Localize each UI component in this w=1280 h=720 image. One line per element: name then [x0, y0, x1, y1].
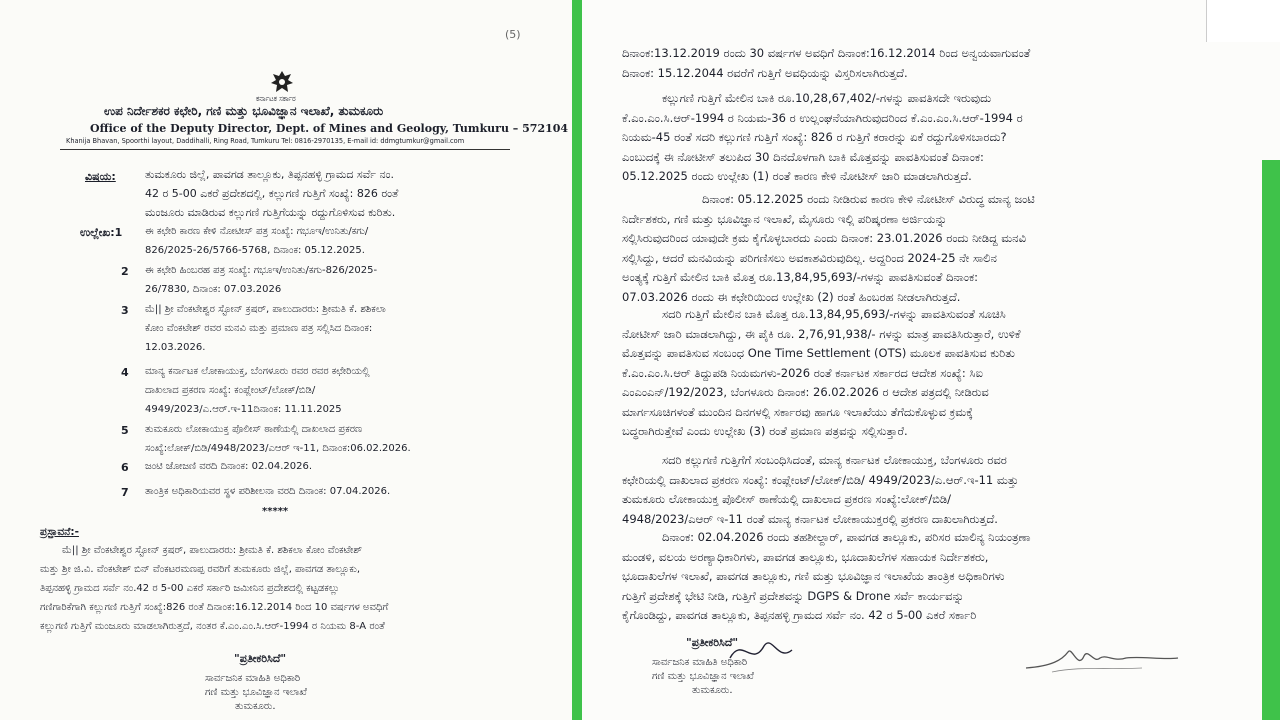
reference-line: ಮೆ|| ಶ್ರೀ ವೆಂಕಟೇಶ್ವರ ಸ್ಟೋನ್ ಕ್ರಷರ್, ಪಾಲುದಾರರು: ಶ್ರೀಮತಿ ಕೆ. ಶಶಿಕಲಾ	[145, 304, 386, 315]
subject-line: 42 ರ 5-00 ಎಕರೆ ಪ್ರದೇಶದಲ್ಲಿ, ಕಲ್ಲುಗಣಿ ಗುತ್ತಿಗೆ ಸಂಖ್ಯೆ: 826 ರಂತೆ	[145, 187, 399, 200]
paragraph-line: ಭೂದಾಖಲೆಗಳ ಇಲಾಖೆ, ಪಾವಗಡ ತಾಲ್ಲೂಕು, ಗಣಿ ಮತ್ತು ಭೂವಿಜ್ಞಾನ ಇಲಾಖೆಯ ತಾಂತ್ರಿಕ ಅಧಿಕಾರಿಗಳು	[622, 569, 1005, 583]
preamble-line: ಗಣಿಗಾರಿಕೆಗಾಗಿ ಕಲ್ಲುಗಣಿ ಗುತ್ತಿಗೆ ಸಂಖ್ಯೆ:826 ರಂತೆ ದಿನಾಂಕ:16.12.2014 ರಿಂದ 10 ವರ್ಷಗಳ ಅವಧಿಗೆ	[40, 602, 389, 613]
reference-number: 5	[121, 424, 129, 437]
preamble-line: ತಿಪ್ಪನಹಳ್ಳಿ ಗ್ರಾಮದ ಸರ್ವೆ ನಂ.42 ರ 5-00 ಎಕರೆ ಸರ್ಕಾರಿ ಜಮೀನಿನ ಪ್ರದೇಶದಲ್ಲಿ ಕಟ್ಟಡಕಲ್ಲು	[40, 583, 340, 594]
references-label: ಉಲ್ಲೇಖ:1	[80, 226, 123, 239]
reference-number: 6	[121, 461, 129, 474]
paragraph-line: ಸದರಿ ಗುತ್ತಿಗೆ ಮೇಲಿನ ಬಾಕಿ ಮೊತ್ತ ರೂ.13,84,95,693/-ಗಳನ್ನು ಪಾವತಿಸುವಂತೆ ಸೂಚಿಸಿ	[662, 307, 1006, 321]
reference-line: ಮಾನ್ಯ ಕರ್ನಾಟಕ ಲೋಕಾಯುಕ್ತ, ಬೆಂಗಳೂರು ರವರ ರವರ ಕಛೇರಿಯಲ್ಲಿ	[145, 366, 370, 377]
paragraph-line: ಬದ್ಧರಾಗಿರುತ್ತೇವೆ ಎಂದು ಉಲ್ಲೇಖ (3) ರಂತೆ ಪ್ರಮಾಣ ಪತ್ರವನ್ನು ಸಲ್ಲಿಸುತ್ತಾರೆ.	[622, 424, 908, 438]
separator-stars: *****	[262, 506, 289, 517]
paragraph-line: ದಿನಾಂಕ: 05.12.2025 ರಂದು ನೀಡಿರುವ ಕಾರಣ ಕೇಳಿ ನೋಟೀಸ್ ವಿರುದ್ಧ ಮಾನ್ಯ ಜಂಟಿ	[702, 192, 1035, 206]
handwritten-signature	[1022, 638, 1182, 678]
paragraph-revision-petition	[622, 190, 1222, 307]
paragraph-line: ಕೆ.ಎಂ.ಎಂ.ಸಿ.ಆರ್ ತಿದ್ದುಪಡಿ ನಿಯಮಗಳು-2026 ರಂತೆ ಕರ್ನಾಟಕ ಸರ್ಕಾರದ ಆದೇಶ ಸಂಖ್ಯೆ: ಸಿಐ	[622, 365, 983, 380]
green-edge-strip	[572, 0, 582, 720]
paragraph-line: ಮೊತ್ತವನ್ನು ಪಾವತಿಸುವ ಸಂಬಂಧ One Time Settlement (OTS) ಮೂಲಕ ಪಾವತಿಸುವ ಕುರಿತು	[622, 346, 1015, 360]
office-title-english: Office of the Deputy Director, Dept. of Mines and Geology, Tumkuru – 572104	[90, 122, 569, 135]
reference-number: 7	[121, 486, 129, 499]
signatory-title: ಸಾರ್ವಜನಿಕ ಮಾಹಿತಿ ಅಧಿಕಾರಿ	[652, 657, 748, 668]
signatory-place: ತುಮಕೂರು.	[692, 685, 733, 696]
signatory-dept: ಗಣಿ ಮತ್ತು ಭೂವಿಜ್ಞಾನ ಇಲಾಖೆ	[652, 671, 754, 682]
reference-item	[145, 362, 485, 419]
reference-line: 26/7830, ದಿನಾಂಕ: 07.03.2026	[145, 284, 282, 295]
paragraph-line: 4948/2023/ಎಆರ್ ಇ-11 ರಂತೆ ಮಾನ್ಯ ಕರ್ನಾಟಕ ಲೋಕಾಯುಕ್ತರಲ್ಲಿ ಪ್ರಕರಣ ದಾಖಲಾಗಿರುತ್ತದೆ.	[622, 511, 998, 526]
paragraph-line: ದಿನಾಂಕ: 02.04.2026 ರಂದು ತಹಶೀಲ್ದಾರ್, ಪಾವಗಡ ತಾಲ್ಲೂಕು, ಪರಿಸರ ಮಾಲಿನ್ಯ ನಿಯಂತ್ರಣಾ	[662, 530, 1031, 544]
subject-line: ತುಮಕೂರು ಜಿಲ್ಲೆ, ಪಾವಗಡ ತಾಲ್ಲೂಕು, ತಿಪ್ಪನಹಳ್ಳಿ ಗ್ರಾಮದ ಸರ್ವೆ ನಂ.	[145, 168, 394, 181]
reference-line: 12.03.2026.	[145, 342, 206, 353]
reference-number: 3	[121, 304, 129, 317]
state-emblem-icon	[269, 70, 295, 94]
subject-line: ಮಂಜೂರು ಮಾಡಿರುವ ಕಲ್ಲುಗಣಿ ಗುತ್ತಿಗೆಯನ್ನು ರದ್ದುಗೊಳಿಸುವ ಕುರಿತು.	[145, 206, 396, 219]
paragraph-lease-extension	[622, 44, 1222, 83]
paragraph-line: ನೋಟೀಸ್ ಜಾರಿ ಮಾಡಲಾಗಿದ್ದು, ಈ ಪೈಕಿ ರೂ. 2,76,91,938/- ಗಳನ್ನು ಮಾತ್ರ ಪಾವತಿಸಿರುತ್ತಾರೆ, ಉಳಿಕೆ	[622, 326, 1021, 341]
reference-line: ದಾಖಲಾದ ಪ್ರಕರಣ ಸಂಖ್ಯೆ: ಕಂಪ್ಲೇಂಟ್/ಲೋಕ್/ಬಿಡಿ/	[145, 385, 316, 396]
adjacent-page-fragment	[1206, 0, 1280, 42]
reference-item	[145, 300, 485, 357]
paragraph-line: ಎಂಬುದಕ್ಕೆ ಈ ನೋಟೀಸ್ ತಲುಪಿದ 30 ದಿನದೊಳಗಾಗಿ ಬಾಕಿ ಮೊತ್ತವನ್ನು ಪಾವತಿಸುವಂತೆ ದಿನಾಂಕ:	[622, 149, 984, 164]
preamble-line: ಮೆ|| ಶ್ರೀ ವೆಂಕಟೇಶ್ವರ ಸ್ಟೋನ್ ಕ್ರಷರ್, ಪಾಲುದಾರರು: ಶ್ರೀಮತಿ ಕೆ. ಶಶಿಕಲಾ ಕೋಂ ವೆಂಕಟೇಶ್	[62, 545, 363, 556]
preamble-line: ಮತ್ತು ಶ್ರೀ ಜಿ.ವಿ. ವೆಂಕಟೇಶ್ ಬಿನ್ ವೆಂಕಟರಮಣಪ್ಪ ರವರಿಗೆ ತುಮಕೂರು ಜಿಲ್ಲೆ, ಪಾವಗಡ ತಾಲ್ಲೂಕು,	[40, 564, 361, 575]
reference-line: ಈ ಕಛೇರಿ ಕಾರಣ ಕೇಳಿ ನೋಟೀಸ್ ಪತ್ರ ಸಂಖ್ಯೆ: ಗಭೂಇ/ಉನಿತು/ಕಗು/	[145, 226, 369, 237]
paragraph-line: 05.12.2025 ರಂದು ಉಲ್ಲೇಖ (1) ರಂತೆ ಕಾರಣ ಕೇಳಿ ನೋಟೀಸ್ ಜಾರಿ ಮಾಡಲಾಗಿರುತ್ತದೆ.	[622, 169, 972, 183]
paragraph-line: ಕೆ.ಎಂ.ಎಂ.ಸಿ.ಆರ್-1994 ರ ನಿಯಮ-36 ರ ಉಲ್ಲಂಘನೆಯಾಗಿರುವುದರಿಂದ ಕೆ.ಎಂ.ಎಂ.ಸಿ.ಆರ್-1994 ರ	[622, 110, 1023, 125]
header-divider	[60, 149, 510, 150]
reference-item	[145, 261, 485, 299]
reference-line: ಈ ಕಛೇರಿ ಹಿಂಬರಹ ಪತ್ರ ಸಂಖ್ಯೆ: ಗಭೂಇ/ಉನಿತು/ಕಗು-826/2025-	[145, 265, 378, 276]
reference-line: ತಾಂತ್ರಿಕ ಅಧಿಕಾರಿಯವರ ಸ್ಥಳ ಪರಿಶೀಲನಾ ವರದಿ ದಿನಾಂಕ: 07.04.2026.	[145, 486, 391, 497]
reference-line: ಜಂಟಿ ಜೋಜಣಿ ವರದಿ ದಿನಾಂಕ: 02.04.2026.	[145, 461, 313, 472]
attested-stamp: "ಪ್ರತೀಕರಿಸಿದೆ"	[686, 636, 739, 649]
govt-label: ಕರ್ನಾಟಕ ಸರ್ಕಾರ	[256, 95, 296, 103]
paragraph-line: ಮಾರ್ಗಸೂಚಿಗಳಂತೆ ಮುಂದಿನ ದಿನಗಳಲ್ಲಿ ಸರ್ಕಾರವು ಹಾಗೂ ಇಲಾಖೆಯು ತೆಗೆದುಕೊಳ್ಳುವ ಕ್ರಮಕ್ಕೆ	[622, 404, 973, 419]
paragraph-ots-settlement	[622, 305, 1222, 442]
paragraph-lokayukta-case	[622, 451, 1222, 529]
green-edge-strip	[1262, 160, 1280, 720]
reference-line: ಸಂಖ್ಯೆ:ಲೋಕ್/ಬಿಡಿ/4948/2023/ಎಆರ್ ಇ-11, ದಿನಾಂಕ:06.02.2026.	[145, 443, 411, 454]
paragraph-line: ಸಲ್ಲಿಸಿರುವುದರಿಂದ ಯಾವುದೇ ಕ್ರಮ ಕೈಗೊಳ್ಳಬಾರದು ಎಂದು ದಿನಾಂಕ: 23.01.2026 ರಂದು ನೀಡಿದ್ದ ಮನವಿ	[622, 231, 1026, 245]
preamble-line: ಕಲ್ಲುಗಣಿ ಗುತ್ತಿಗೆ ಮಂಜೂರು ಮಾಡಲಾಗಿರುತ್ತದೆ, ನಂತರ ಕೆ.ಎಂ.ಎಂ.ಸಿ.ಆರ್-1994 ರ ನಿಯಮ 8-A ರಂತೆ	[40, 621, 385, 632]
document-page-right	[582, 0, 1280, 720]
attested-stamp: "ಪ್ರತೀಕರಿಸಿದೆ"	[234, 652, 287, 665]
reference-number: 2	[121, 265, 129, 278]
signatory-place: ತುಮಕೂರು.	[235, 701, 276, 712]
paragraph-line: ಗುತ್ತಿಗೆ ಪ್ರದೇಶಕ್ಕೆ ಭೇಟಿ ನೀಡಿ, ಗುತ್ತಿಗೆ ಪ್ರದೇಶವನ್ನು DGPS & Drone ಸರ್ವೆ ಕಾರ್ಯವನ್ನು	[622, 588, 965, 603]
reference-line: ತುಮಕೂರು ಲೋಕಾಯುಕ್ತ ಪೊಲೀಸ್ ಠಾಣೆಯಲ್ಲಿ ದಾಖಲಾದ ಪ್ರಕರಣ	[145, 424, 363, 435]
paragraph-line: ದಿನಾಂಕ:13.12.2019 ರಂದು 30 ವರ್ಷಗಳ ಅವಧಿಗೆ ದಿನಾಂಕ:16.12.2014 ರಿಂದ ಅನ್ವಯವಾಗುವಂತೆ	[622, 46, 1031, 60]
reference-line: ಕೋಂ ವೆಂಕಟೇಶ್ ರವರ ಮನವಿ ಮತ್ತು ಪ್ರಮಾಣ ಪತ್ರ ಸಲ್ಲಿಸಿದ ದಿನಾಂಕ:	[145, 323, 373, 334]
reference-item	[145, 420, 485, 458]
paragraph-line: ಸದರಿ ಕಲ್ಲುಗಣಿ ಗುತ್ತಿಗೆಗೆ ಸಂಬಂಧಿಸಿದಂತೆ, ಮಾನ್ಯ ಕರ್ನಾಟಕ ಲೋಕಾಯುಕ್ತ, ಬೆಂಗಳೂರು ರವರ	[662, 453, 1007, 467]
paragraph-line: ಕೈಗೊಂಡಿದ್ದು, ಪಾವಗಡ ತಾಲ್ಲೂಕು, ತಿಪ್ಪನಹಳ್ಳಿ ಗ್ರಾಮದ ಸರ್ವೆ ನಂ. 42 ರ 5-00 ಎಕರೆ ಸರ್ಕಾರಿ	[622, 608, 977, 622]
signatory-dept: ಗಣಿ ಮತ್ತು ಭೂವಿಜ್ಞಾನ ಇಲಾಖೆ	[205, 687, 307, 698]
document-page-left	[0, 0, 572, 720]
preamble-text	[40, 541, 520, 636]
paragraph-line: 07.03.2026 ರಂದು ಈ ಕಛೇರಿಯಿಂದ ಉಲ್ಲೇಖ (2) ರಂತೆ ಹಿಂಬರಹ ನೀಡಲಾಗಿರುತ್ತದೆ.	[622, 289, 961, 304]
reference-number: 4	[121, 366, 129, 379]
paragraph-line: ನಿಯಮ-45 ರಂತೆ ಸದರಿ ಕಲ್ಲುಗಣಿ ಗುತ್ತಿಗೆ ಸಂಖ್ಯೆ: 826 ರ ಗುತ್ತಿಗೆ ಕರಾರನ್ನು ಏಕೆ ರದ್ದುಗೊಳಿಸಬಾರದು?	[622, 130, 1007, 144]
reference-item	[145, 222, 475, 260]
subject-label: ವಿಷಯ:	[85, 170, 116, 183]
paragraph-line: ಸಲ್ಲಿಸಿದ್ದು, ಆದರೆ ಮನವಿಯನ್ನು ಪರಿಗಣಿಸಲು ಅವಕಾಶವಿರುವುದಿಲ್ಲ. ಅದ್ದರಿಂದ 2024-25 ನೇ ಸಾಲಿನ	[622, 250, 997, 265]
signatory-title: ಸಾರ್ವಜನಿಕ ಮಾಹಿತಿ ಅಧಿಕಾರಿ	[205, 673, 301, 684]
signatory-block	[205, 672, 307, 714]
reference-line: 4949/2023/ಎ.ಆರ್.ಇ-11ದಿನಾಂಕ: 11.11.2025	[145, 404, 342, 415]
paragraph-dues-notice	[622, 89, 1222, 187]
reference-line: 826/2025-26/5766-5768, ದಿನಾಂಕ: 05.12.2025.	[145, 245, 365, 256]
reference-item	[145, 457, 485, 476]
paragraph-line: ಕಛೇರಿಯಲ್ಲಿ ದಾಖಲಾದ ಪ್ರಕರಣ ಸಂಖ್ಯೆ: ಕಂಪ್ಲೇಂಟ್/ಲೋಕ್/ಬಿಡಿ/ 4949/2023/ಎ.ಆರ್.ಇ-11 ಮತ್ತು	[622, 472, 1019, 487]
office-title-kannada: ಉಪ ನಿರ್ದೇಶಕರ ಕಛೇರಿ, ಗಣಿ ಮತ್ತು ಭೂವಿಜ್ಞಾನ ಇಲಾಖೆ, ತುಮಕೂರು	[104, 104, 384, 118]
reference-item	[145, 482, 485, 501]
subject-text	[145, 165, 470, 222]
paragraph-line: ಕಲ್ಲುಗಣಿ ಗುತ್ತಿಗೆ ಮೇಲಿನ ಬಾಕಿ ರೂ.10,28,67,402/-ಗಳನ್ನು ಪಾವತಿಸದೇ ಇರುವುದು	[662, 91, 992, 105]
paragraph-line: ಅಂತ್ಯಕ್ಕೆ ಗುತ್ತಿಗೆ ಮೇಲಿನ ಬಾಕಿ ಮೊತ್ತ ರೂ.13,84,95,693/-ಗಳನ್ನು ಪಾವತಿಸುವಂತೆ ದಿನಾಂಕ:	[622, 270, 978, 284]
handwritten-initials	[722, 628, 802, 674]
paragraph-line: ದಿನಾಂಕ: 15.12.2044 ರವರೆಗೆ ಗುತ್ತಿಗೆ ಅವಧಿಯನ್ನು ವಿಸ್ತರಿಸಲಾಗಿರುತ್ತದೆ.	[622, 65, 908, 80]
paragraph-line: ಎಂಎಂಎನ್/192/2023, ಬೆಂಗಳೂರು ದಿನಾಂಕ: 26.02.2026 ರ ಆದೇಶ ಪತ್ರದಲ್ಲಿ ನೀಡಿರುವ	[622, 385, 989, 399]
paragraph-line: ಮಂಡಳಿ, ವಲಯ ಅರಣ್ಯಾಧಿಕಾರಿಗಳು, ಪಾವಗಡ ತಾಲ್ಲೂಕು, ಭೂದಾಖಲೆಗಳ ಸಹಾಯಕ ನಿರ್ದೇಶಕರು,	[622, 549, 989, 564]
paragraph-line: ನಿರ್ದೇಶಕರು, ಗಣಿ ಮತ್ತು ಭೂವಿಜ್ಞಾನ ಇಲಾಖೆ, ಮೈಸೂರು ಇಲ್ಲಿ ಪರಿಷ್ಕರಣಾ ಅರ್ಜಿಯನ್ನು	[622, 211, 948, 226]
page-number: (5)	[505, 28, 521, 41]
office-address: Khanija Bhavan, Spoorthi layout, Daddihalli, Ring Road, Tumkuru Tel: 0816-2970135, E-mail id: ddmgtumkur@gmail.com	[66, 137, 465, 145]
paragraph-line: ತುಮಕೂರು ಲೋಕಾಯುಕ್ತ ಪೊಲೀಸ್ ಠಾಣೆಯಲ್ಲಿ ದಾಖಲಾದ ಪ್ರಕರಣ ಸಂಖ್ಯೆ:ಲೋಕ್/ಬಿಡಿ/	[622, 492, 952, 506]
paragraph-joint-survey	[622, 528, 1222, 626]
preamble-label: ಪ್ರಸ್ತಾವನೆ:-	[40, 526, 79, 538]
